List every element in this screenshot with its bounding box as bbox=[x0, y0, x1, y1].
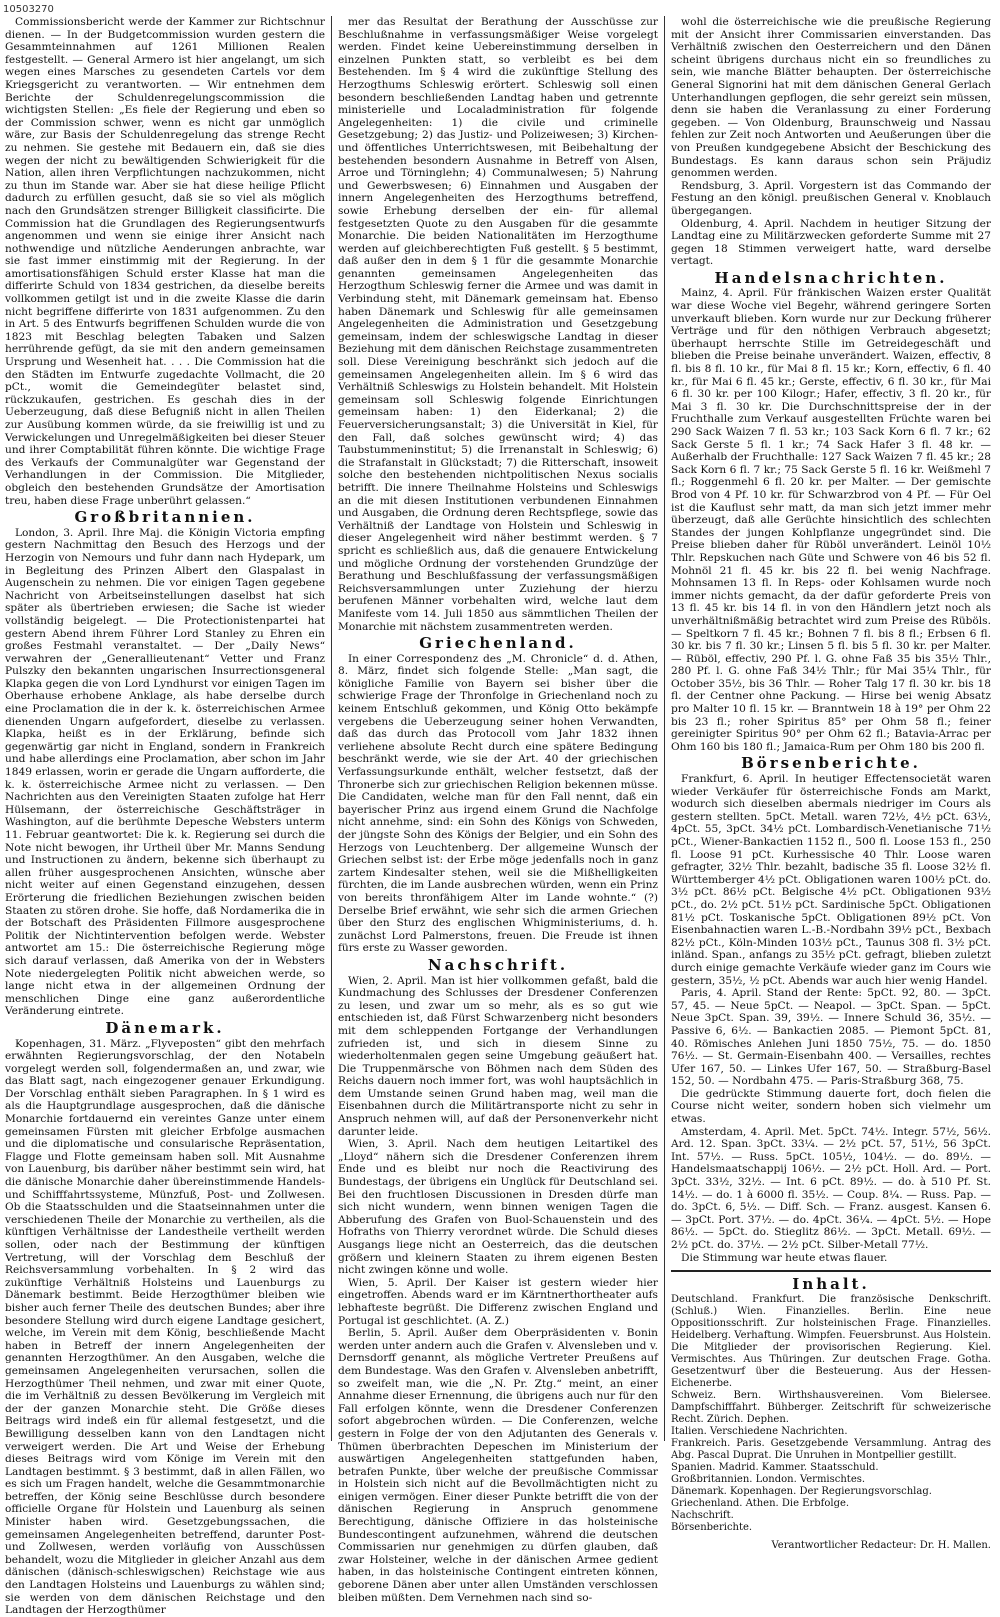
article-text: Oldenburg, 4. April. Nachdem in heutiger Sitzung der Landtag eine zu Militärzwecken geforderte Summe mit 27 gegen 18 Stimmen verweigert hatte, ward derselbe vertagt. bbox=[671, 217, 991, 268]
column-divider bbox=[664, 16, 665, 1441]
article-text: Die gedrückte Stimmung dauerte fort, doch fielen die Course nicht weiter, sondern hoben sich vielmehr um etwas. bbox=[671, 1087, 991, 1126]
article-text: Paris, 4. April. Stand der Rente: 5pCt. 92, 80. — 3pCt. 57, 45. — Neue 5pCt. — Neapol. — 3pCt. Span. — 5pCt. Neue 3pCt. Span. 39, 39½. — Innere Schuld 36, 35½. — Passive 6, 6½. — Bankactien 2085. — Piemont 5pCt. 81, 40. Römisches Anlehen Juni 1850 75½, 75. — do. 1850 76½. — St. Germain-Eisenbahn 400. — Versailles, rechtes Ufer 167, 50. — Linkes Ufer 167, 50. — Straßburg-Basel 152, 50. — Nordbahn 475. — Paris-Straßburg 368, 75. bbox=[671, 987, 991, 1088]
article-text: wohl die österreichische wie die preußische Regierung mit der Ansicht ihrer Commissarien einverstanden. Das Verhältniß zwischen den Oesterreichern und den Dänen scheint übrigens durchaus nicht ein so freundliches zu sein, wie manche Blätter behaupten. Der österreichische General Signorini hat mit dem dänischen General Gerlach Unterhandlungen gepflogen, die sehr gereizt sein müssen, denn sie haben die Veranlassung zu einer Forderung gegeben. — Von Oldenburg, Braunschweig und Nassau fehlen zur Zeit noch Antworten und Aeußerungen über die von Preußen kundgegebene Absicht der Beschickung des Bundestags. Es kann daraus schon sein Präjudiz genommen werden. bbox=[671, 16, 991, 180]
article-text: London, 3. April. Ihre Maj. die Königin Victoria empfing gestern Nachmittag den Besuch des Herzogs und der Herzogin von Nemours und fuhr dann nach Hydepark, um in Begleitung des Prinzen Albert den Glaspalast in Augenschein zu nehmen. Die vor einigen Tagen gegebene Nachricht von Arbeitseinstellungen daselbst hat sich später als übertrieben erwiesen; die Sache ist wieder vollständig beigelegt. — Die Protectionistenpartei hat gestern Abend ihrem Führer Lord Stanley zu Ehren ein großes Festmahl veranstaltet. — Der „Daily News“ verwahren der „Generallieutenant“ Vetter und Franz Pulszky den bekannten ungarischen Insurrectionsgeneral Klapka gegen die von Lord Lyndhurst vor einigen Tagen im Oberhause erhobene Anklage, als habe derselbe durch eine Proclamation die in der k. k. österreichischen Armee dienenden Ungarn aufgefordert, dieselbe zu verlassen. Klapka, heißt es in der Erklärung, befinde sich gegenwärtig gar nicht in England, sondern in Frankreich und habe allerdings eine Proclamation, aber schon im Jahr 1849 erlassen, worin er gerade die Ungarn aufforderte, die k. k. österreichische Armee nicht zu verlassen. — Den Nachrichten aus den Vereinigten Staaten zufolge hat Herr Hülsemann, der österreichische Geschäftsträger in Washington, auf die berühmte Depesche Websters unterm 11. Februar geantwortet: Die k. k. Regierung sei durch die Note nicht bewogen, ihr Urtheil über Mr. Manns Sendung und Instructionen zu ändern, bekenne sich überhaupt zu allen früher ausgesprochenen Ansichten, wünsche aber nicht weiter auf einen Gegenstand einzugehen, dessen Erörterung die friedlichen Beziehungen zwischen beiden Staaten zu stören drohe. Sie hoffe, daß Nordamerika die in der Botschaft des Präsidenten Fillmore ausgesprochene Politik der Nichtintervention befolgen werde. Webster antwortet am 15.: Die österreichische Regierung möge sich darauf verlassen, daß Amerika von der in Websters Note niedergelegten Politik nicht abweichen werde, so lange nicht etwa in der allgemeinen Ordnung der menschlichen Dinge eine ganz außerordentliche Veränderung eintrete. bbox=[5, 526, 325, 1018]
article-text: Berlin, 5. April. Außer dem Oberpräsidenten v. Bonin werden unter andern auch die Grafen v. Alvensleben und v. Dernsdorff genannt, als mögliche Vertreter Preußens auf dem Bundestage. Was den Grafen v. Alvensleben anbetrifft, so zweifelt man, wie die „N. Pr. Ztg.“ meint, an einer Annahme dieser Ernennung, die übrigens auch nur für den Fall erfolgen könnte, wenn die Dresdener Conferenzen sofort abgebrochen würden. — Die Conferenzen, welche gestern in Folge der von den Adjutanten des Generals v. Thümen überbrachten Depeschen im Ministerium der auswärtigen Angelegenheiten stattgefunden haben, betrafen Punkte, über welche der preußische Commissar in Holstein sich nicht auf die Bevollmächtigten nicht zu einigen vermögen. Einer dieser Punkte betrifft die von der dänischen Regierung in Anspruch genommene Berechtigung, dänische Offiziere in das holsteinische Bundescontingent aufzunehmen, während die deutschen Commissarien nur genehmigen zu dürfen glauben, daß zwar Holsteiner, welche in der dänischen Armee gedient haben, in das holsteinische Contingent eintreten können, geborene Dänen aber unter allen Umständen verschlossen bleiben müßten. Dem Vernehmen nach sind so- bbox=[338, 1327, 658, 1604]
section-heading: Börsenberichte. bbox=[741, 754, 921, 773]
contents-entry: Börsenberichte. bbox=[671, 1521, 753, 1533]
article-text: Frankfurt, 6. April. In heutiger Effectensocietät waren wieder Verkäufer für österreichische Fonds am Markt, wodurch sich dieselben abermals niedriger im Cours als gestern stellten. 5pCt. Metall. waren 72½, 4½ pCt. 63½, 4pCt. 55, 3pCt. 34½ pCt. Lombardisch-Venetianische 71½ pCt., Wiener-Bankactien 1152 fl., 500 fl. Loose 153 fl., 250 fl. Loose 91 pCt. Kurhessische 40 Thlr. Loose waren gefragter, 32½ Thlr. bezahlt, badische 35 fl. Loose 32½ fl. Württemberger 4½ pCt. Obligationen waren 100½ pCt. do. 3½ pCt. 86½ pCt. Belgische 4½ pCt. Obligationen 93½ pCt., do. 2½ pCt. 51½ pCt. Sardinische 5pCt. Obligationen 81½ pCt. Toskanische 5pCt. Obligationen 89½ pCt. Von Eisenbahnactien waren L.-B.-Nordbahn 39½ pCt., Bexbach 82½ pCt., Köln-Minden 103½ pCt., Taunus 308 fl. 3½ pCt. inländ. Span., anfangs zu 35½ pCt. gefragt, blieben zuletzt durch einige gemachte Verkäufe wieder ganz im Cours wie gestern, 35½, ½ pCt. Abends war auch hier wenig Handel. bbox=[671, 773, 991, 987]
section-heading: Griechenland. bbox=[419, 634, 577, 653]
article-text: Die Stimmung war heute etwas flauer. bbox=[681, 1251, 888, 1264]
contents-entry: Italien. Verschiedene Nachrichten. bbox=[671, 1425, 848, 1437]
article-text: Wien, 3. April. Nach dem heutigen Leitartikel des „Lloyd“ nähern sich die Dresdener Conferenzen ihrem Ende und es bleibt nur noch die Reactivirung des Bundestags, der übrigens ein Unglück für Deutschland sei. Bei den fruchtlosen Discussionen in Dresden dürfe man sich nicht wundern, wenn binnen wenigen Tagen die Abberufung des Grafen von Buol-Schauenstein und des Hofraths von Thierry verordnet würde. Die Schuld dieses Ausgangs liege nicht an Oesterreich, das die deutschen größern und kleinern Staaten zu ihrem eigenen Besten nicht zwingen könne und wolle. bbox=[338, 1138, 658, 1277]
section-heading: Nachschrift. bbox=[427, 955, 569, 974]
article-text: Kopenhagen, 31. März. „Flyveposten“ gibt den mehrfach erwähnten Regierungsvorschlag, der den Notabeln vorgelegt werden soll, folgendermaßen an, und zwar, wie das Blatt sagt, nach eingezogener genauer Erkundigung. Der Vorschlag enthält sieben Paragraphen. In § 1 wird es als die Hauptgrundlage ausgesprochen, daß die dänische Monarchie fortdauernd ein vereintes Ganze unter einem gemeinsamen Fürsten mit gleicher Erbfolge ausmachen und die diplomatische und consularische Repräsentation, Flagge und Flotte gemeinsam haben soll. Mit Ausnahme von Lauenburg, bis darüber näher bestimmt sein wird, hat die dänische Monarchie daher übereinstimmende Handels- und Schifffahrtssysteme, Münzfuß, Post- und Zollwesen. Ob die Staatsschulden und die Staatseinnahmen unter die verschiedenen Theile der Monarchie zu vertheilen, als die künftigen Verhältnisse der Landestheile vertheilt werden sollen, oder nach der Bestimmung der künftigen Vertretung, will der Vorschlag dem Beschluß der Reichsversammlung vorbehalten. In § 2 wird das zukünftige Verhältniß Holsteins und Lauenburgs zu Dänemark bestimmt. Beide Herzogthümer bleiben wie bisher auch ferner Theile des deutschen Bundes; aber ihre besondere Stellung wird durch eigene Landtage gesichert, welche, im Verein mit dem König, beschließende Macht haben in Betreff der innern Angelegenheiten der genannten Herzogthümer. An den Ausgaben, welche die gemeinsamen Angelegenheiten verursachen, sollen die Herzogthümer Theil nehmen, und zwar mit einer Quote, die im Verhältniß zu dessen Bevölkerung im Vergleich mit der der ganzen Monarchie steht. Die Größe dieses Beitrags wird indeß ein für allemal festgesetzt, und die Bewilligung desselben kann von den Landtagen nicht verweigert werden. Die Art und Weise der Erhebung dieses Beitrags wird vom Könige im Verein mit den Landtagen bestimmt. § 3 bestimmt, daß in allen Fällen, wo es sich um Fragen handelt, welche die Gesammtmonarchie betreffen, der König seine Beschlüsse durch besondere officielle Organe für Holstein und Lauenburg als seinen Minister haben wird. Gesetzgebungssachen, die gemeinsamen Angelegenheiten betreffend, darunter Post- und Zollwesen, werden vorläufig von Ausschüssen behandelt, wozu die Mitglieder in gleicher Anzahl aus dem dänischen (dänisch-schleswigschen) Reichstage wie aus den Landtagen Holsteins und Lauenburgs zu wählen sind; sie werden von dem dänischen Reichstage und den Landtagen der Herzogthümer bbox=[5, 1037, 325, 1617]
newspaper-page bbox=[5, 16, 995, 1617]
contents-entry: Frankreich. Paris. Gesetzgebende Versammlung. Antrag des Abg. Pascal Duprat. Die Unruhen in Montpellier gestillt. bbox=[671, 1437, 991, 1461]
article-text: Amsterdam, 4. April. Met. 5pCt. 74½. Integr. 57½, 56½. Ard. 12. Span. 3pCt. 33¼. — 2½ pCt. 57, 51½, 56 3pCt. Int. 57½. — Russ. 5pCt. 105½, 104½. — do. 89½. — Handelsmaatschappij 106½. — 2½ pCt. Holl. Ard. — Port. 3pCt. 33½, 32½. — Int. 6 pCt. 89½. — do. à 510 Pf. St. 14½. — do. 1 à 6000 fl. 35½. — Coup. 8¼. — Russ. Pap. — do. 3pCt. 6, 5½. — Diff. Sch. — Franz. ausgest. Kansen 6. — 3pCt. Port. 37½. — do. 4pCt. 36¼. — 4pCt. 5½. — Hope 86½. — 5pCt. do. Stieglitz 86½. — 3pCt. Metall. 69½. — 2½ pCt. do. 37½. — 2½ pCt. Silber-Metall 77½. bbox=[671, 1125, 991, 1251]
column-2 bbox=[338, 16, 658, 1604]
article-text: Wien, 2. April. Man ist hier vollkommen gefaßt, bald die Kundmachung des Schlusses der Dresdener Conferenzen zu lesen, und zwar um so mehr, als es so gut wie entschieden ist, daß Fürst Schwarzenberg nicht besonders mit dem schleppenden Fortgange der Verhandlungen zufrieden ist, und sich in diesem Sinne zu wiederholtenmalen gegen seine Umgebung geäußert hat. Die Truppenmärsche von Böhmen nach dem Süden des Reichs dauern noch immer fort, was wohl hauptsächlich in dem Umstande seinen Grund haben mag, weil man die Eisenbahnen durch die Militärtransporte nicht zu sehr in Anspruch nehmen will, auf daß der Personenverkehr nicht darunter leide. bbox=[338, 974, 658, 1138]
contents-heading: Inhalt. bbox=[792, 1275, 870, 1294]
editor-credit: Verantwortlicher Redacteur: Dr. H. Mallen. bbox=[771, 1539, 991, 1551]
article-text: Commissionsbericht werde der Kammer zur Richtschnur dienen. — In der Budgetcommission wurden gestern die Gesammteinnahmen auf 1261 Millionen Realen festgestellt. — General Armero ist hier angelangt, um sich wegen eines Marsches zu gesendeten Cartels vor dem Kriegsgericht zu verantworten. — Wir entnehmen dem Berichte der Schuldenregelungscommission die wichtigsten Stellen: „Es fiele der Regierung und eben so der Commission schwer, wenn es nicht gar unmöglich wäre, zur Basis der Schuldenregelung das strenge Recht zu nehmen. Sie gestehe mit Bedauern ein, daß sie dies wegen der nicht zu bewältigenden Schwierigkeit für die Nation, allen ihren Verpflichtungen nachzukommen, nicht zu thun im Stande war. Aber sie hat diese heilige Pflicht dadurch zu erfüllen gesucht, daß sie so viel als möglich nach den Grundsätzen strenger Billigkeit classificirte. Die Commission hat die Grundlagen des Regierungsentwurfs angenommen und wenn sie einige ihrer Ansicht nach nothwendige und nützliche Aenderungen anbrachte, war sie fast immer einstimmig mit der Regierung. In der amortisationsfähigen Schuld erster Klasse hat man die differirte Schuld von 1834 gestrichen, da dieselbe bereits vollkommen getilgt ist und in die zweite Klasse die darin nicht begriffene differirte von 1831 aufgenommen. Zu den in Art. 5 des Entwurfs begriffenen Schulden wurde die von 1823 mit Beschlag belegten Tabaken und Salzen herrührende gefügt, da sie mit den andern gemeinsamen Ursprung und Wesenheit hat. . . . Die Commission hat die den Städten im Entwurfe zugedachte Vollmacht, die 20 pCt., womit die Gemeindegüter belastet sind, rückzukaufen, gestrichen. Es geschah dies in der Ueberzeugung, daß diese Befugniß nicht in allen Theilen zur Ausübung kommen würde, da sie freiwillig ist und zu Verwickelungen und Unregelmäßigkeiten bei dieser Steuer und ihrer Comptabilität führen könnte. Die wichtige Frage des Verkaufs der Communalgüter war Gegenstand der Verhandlungen in der Commission. Die Mitglieder, obgleich den bestehenden Grundsätze der Amortisation treu, haben diese Frage unberührt gelassen.“ bbox=[5, 16, 325, 507]
contents-entry: Großbritannien. London. Vermischtes. bbox=[671, 1473, 866, 1485]
table-of-contents bbox=[671, 1270, 991, 1552]
article-text: Rendsburg, 3. April. Vorgestern ist das Commando der Festung an den königl. preußischen General v. Knoblauch übergegangen. bbox=[671, 179, 991, 217]
contents-entry: Deutschland. Frankfurt. Die französische Denkschrift. (Schluß.) Wien. Finanzielles. Berlin. Eine neue Oppositionsschrift. Zur holsteinischen Frage. Finanzielles. Heidelberg. Verhaftung. Wimpfen. Feuersbrunst. Aus Holstein. Die Mitglieder der provisorischen Regierung. Kiel. Vermischtes. Aus Thüringen. Zur deutschen Frage. Gotha. Gesetzentwurf über die Besteuerung. Aus der Hessen-Eichenerbe. bbox=[671, 1293, 991, 1389]
article-text: mer das Resultat der Berathung der Ausschüsse zur Beschlußnahme in verfassungsmäßiger Weise vorgelegt werden. Findet keine Uebereinstimmung derselben in einzelnen Punkten statt, so verbleibt es bei dem Bestehenden. Im § 4 wird die zukünftige Stellung des Herzogthums Schleswig erörtert. Schleswig soll einen besondern beschließenden Landtag haben und getrennte ministerielle und Localadministration für folgende Angelegenheiten: 1) die civile und criminelle Gesetzgebung; 2) das Justiz- und Polizeiwesen; 3) Kirchen- und öffentliches Unterrichtswesen, mit Beibehaltung der bestehenden besondern Ausnahme in Betreff von Alsen, Arroe und Törninglehn; 4) Communalwesen; 5) Nahrung und Gewerbswesen; 6) Einnahmen und Ausgaben der innern Angelegenheiten des Herzogthums betreffend, sowie Erhebung derselben der ein- für allemal festgesetzten Quote zu den Ausgaben für die gesammte Monarchie. Die beiden Nationalitäten im Herzogthume werden auf gleichberechtigten Fuß gestellt. § 5 bestimmt, daß außer den in dem § 1 für die gesammte Monarchie genannten gemeinsamen Angelegenheiten das Herzogthum Schleswig ferner die Armee und was damit in Verbindung steht, mit Dänemark gemeinsam hat. Ebenso haben Dänemark und Schleswig für alle gemeinsamen Angelegenheiten die Administration und Gesetzgebung gemeinsam, indem der schleswigsche Landtag in dieser Beziehung mit dem dänischen Reichstage zusammentreten soll. Diese Vereinigung beschränkt sich jedoch auf die gemeinsamen Angelegenheiten allein. Im § 6 wird das Verhältniß Schleswigs zu Holstein behandelt. Mit Holstein gemeinsam soll Schleswig folgende Einrichtungen gemeinsam haben: 1) den Eiderkanal; 2) die Feuerversicherungsanstalt; 3) die Universität in Kiel, für den Fall, daß solches gewünscht wird; 4) das Taubstummeninstitut; 5) die Irrenanstalt in Schleswig; 6) die Strafanstalt in Glückstadt; 7) die Ritterschaft, insoweit solche den bestehenden nichtpolitischen Nexus socialis betrifft. Die innere Theilnahme Holsteins und Schleswigs an die mit diesen Institutionen verbundenen Einnahmen und Ausgaben, die Ordnung deren Rechtspflege, sowie das Verhältniß der Landtage von Holstein und Schleswig in dieser Angelegenheit wird näher bestimmt werden. § 7 spricht es schließlich aus, daß die genauere Entwickelung und mögliche Ordnung der vorstehenden Grundzüge der Berathung und Beschlußfassung der verfassungsmäßigen Reichsversammlungen unter Zuziehung der hierzu berufenen Männer vorbehalten wird, welche laut dem Manifeste vom 14. Juli 1850 aus sämmtlichen Theilen der Monarchie mit nächstem zusammentreten werden. bbox=[338, 16, 658, 633]
section-heading: Handelsnachrichten. bbox=[714, 268, 948, 287]
column-3 bbox=[671, 16, 991, 1551]
contents-entry: Spanien. Madrid. Kammer. Staatsschuld. bbox=[671, 1461, 879, 1473]
contents-entry: Griechenland. Athen. Die Erbfolge. bbox=[671, 1497, 850, 1509]
article-text: Mainz, 4. April. Für fränkischen Waizen erster Qualität war diese Woche viel Begehr, während geringere Sorten unverkauft blieben. Korn wurde nur zur Deckung früherer Verträge und für den nöthigen Verbrauch abgesetzt; überhaupt herrschte Stille im Getreidegeschäft und blieben die Preise beinahe unverändert. Waizen, effectiv, 8 fl. bis 8 fl. 10 kr., für Mai 8 fl. 15 kr.; Korn, effectiv, 6 fl. 40 kr., für Mai 6 fl. 45 kr.; Gerste, effectiv, 6 fl. 30 kr., für Mai 6 fl. 30 kr. per 100 Kilogr.; Hafer, effectiv, 3 fl. 20 kr., für Mai 3 fl. 30 kr. Die Durchschnittspreise der in der Fruchthalle zum Verkauf ausgestellten Früchte waren bei 290 Sack Waizen 7 fl. 53 kr.; 103 Sack Korn 6 fl. 7 kr.; 62 Sack Gerste 5 fl. 1 kr.; 74 Sack Hafer 3 fl. 48 kr. — Außerhalb der Fruchthalle: 127 Sack Waizen 7 fl. 45 kr.; 28 Sack Korn 6 fl. 7 kr.; 75 Sack Gerste 5 fl. 16 kr. Weißmehl 7 fl.; Roggenmehl 6 fl. 20 kr. per Malter. — Der gemischte Brod von 4 Pf. 10 kr. für Schwarzbrod von 4 Pf. — Für Oel ist die Kauflust sehr matt, da man sich jetzt immer mehr überzeugt, daß alle Gerüchte hinsichtlich des schlechten Standes der jungen Kohlpflanze ungegründet sind. Die Preise blieben daher für Rüböl unverändert. Leinöl 10½ Thlr. Repskuchen nach Güte und Schwere von 46 bis 52 fl. Mohnöl 21 fl. 45 kr. bis 22 fl. bei wenig Nachfrage. Mohnsamen 13 fl. In Reps- oder Kohlsamen wurde noch immer nichts gemacht, da der dafür geforderte Preis von 13 fl. 45 kr. bis 14 fl. in von den Händlern jetzt noch als unverhältnißmäßig betrachtet wird zum Preise des Rüböls. — Speltkorn 7 fl. 45 kr.; Bohnen 7 fl. bis 8 fl.; Erbsen 6 fl. 30 kr. bis 7 fl. 30 kr.; Linsen 5 fl. bis 5 fl. 30 kr. per Malter. — Rüböl, effectiv, 290 Pf. l. G. ohne Faß 35 bis 35½ Thlr., 280 Pf. l. G. ohne Faß 34½ Thlr.; für Mai 35¼ Thlr., für October 35½, bis 36 Thlr. — Roher Talg 17 fl. 30 kr. bis 18 fl. der Centner ohne Packung. — Hirse bei wenig Absatz pro Malter 10 fl. 15 kr. — Branntwein 18 à 19° per Ohm 22 bis 23 fl.; roher Spiritus 85° per Ohm 58 fl.; feiner gereinigter Spiritus 90° per Ohm 62 fl.; Batavia-Arrac per Ohm 160 bis 180 fl.; Jamaica-Rum per Ohm 180 bis 200 fl. bbox=[671, 287, 991, 753]
section-heading: Großbritannien. bbox=[74, 508, 256, 527]
section-heading: Dänemark. bbox=[105, 1018, 225, 1037]
article-text: Wien, 5. April. Der Kaiser ist gestern wieder hier eingetroffen. Abends ward er im Kärntnerthortheater aufs lebhafteste begrüßt. Die Differenz zwischen England und Portugal ist geschlichtet. (A. Z.) bbox=[338, 1276, 658, 1327]
page-id: 10503270 bbox=[3, 4, 54, 15]
column-1 bbox=[5, 16, 325, 1617]
column-divider bbox=[331, 16, 332, 1441]
article-text: In einer Correspondenz des „M. Chronicle“ d. d. Athen, 8. März, findet sich folgende Stelle: „Man sagt, die königliche Familie von Bayern sei bisher über die schwierige Frage der Thronfolge in Griechenland noch zu keinem Entschluß gekommen, und König Otto bekämpfe vergebens die Ueberzeugung seiner hohen Verwandten, daß das durch das Protocoll vom Jahr 1832 ihnen verliehene absolute Recht durch eine spätere Bedingung beschränkt werde, wie sie der Art. 40 der griechischen Verfassungsurkunde enthält, welcher festsetzt, daß der Thronerbe sich zur griechischen Religion bekennen müsse. Die Candidaten, welche man für den Fall nennt, daß ein bayerischer Prinz aus irgend einem Grund die Nachfolge nicht annehme, sind: ein Sohn des Königs von Schweden, der jüngste Sohn des Königs der Belgier, und ein Sohn des Herzogs von Leuchtenberg. Der allgemeine Wunsch der Griechen selbst ist: der Erbe möge jedenfalls noch in ganz zartem Kindesalter stehen, weil sie die Mißhelligkeiten fürchten, die im Lande ausbrechen würden, wenn ein Prinz von bereits thronfähigem Alter im Lande wohnte.“ (?) Derselbe Brief erwähnt, wie sehr sich die armen Griechen über den Sturz des englischen Whigministeriums, d. h. zunächst Lord Palmerstons, freuen. Die Freude ist ihnen fürs erste zu Wasser geworden. bbox=[338, 652, 658, 955]
contents-entry: Schweiz. Bern. Wirthshausvereinen. Vom Bielersee. Dampfschifffahrt. Bühberger. Zeitschrift für schweizerische Recht. Zürich. Dephen. bbox=[671, 1389, 991, 1425]
contents-entry: Nachschrift. bbox=[671, 1509, 734, 1521]
contents-entry: Dänemark. Kopenhagen. Der Regierungsvorschlag. bbox=[671, 1485, 932, 1497]
